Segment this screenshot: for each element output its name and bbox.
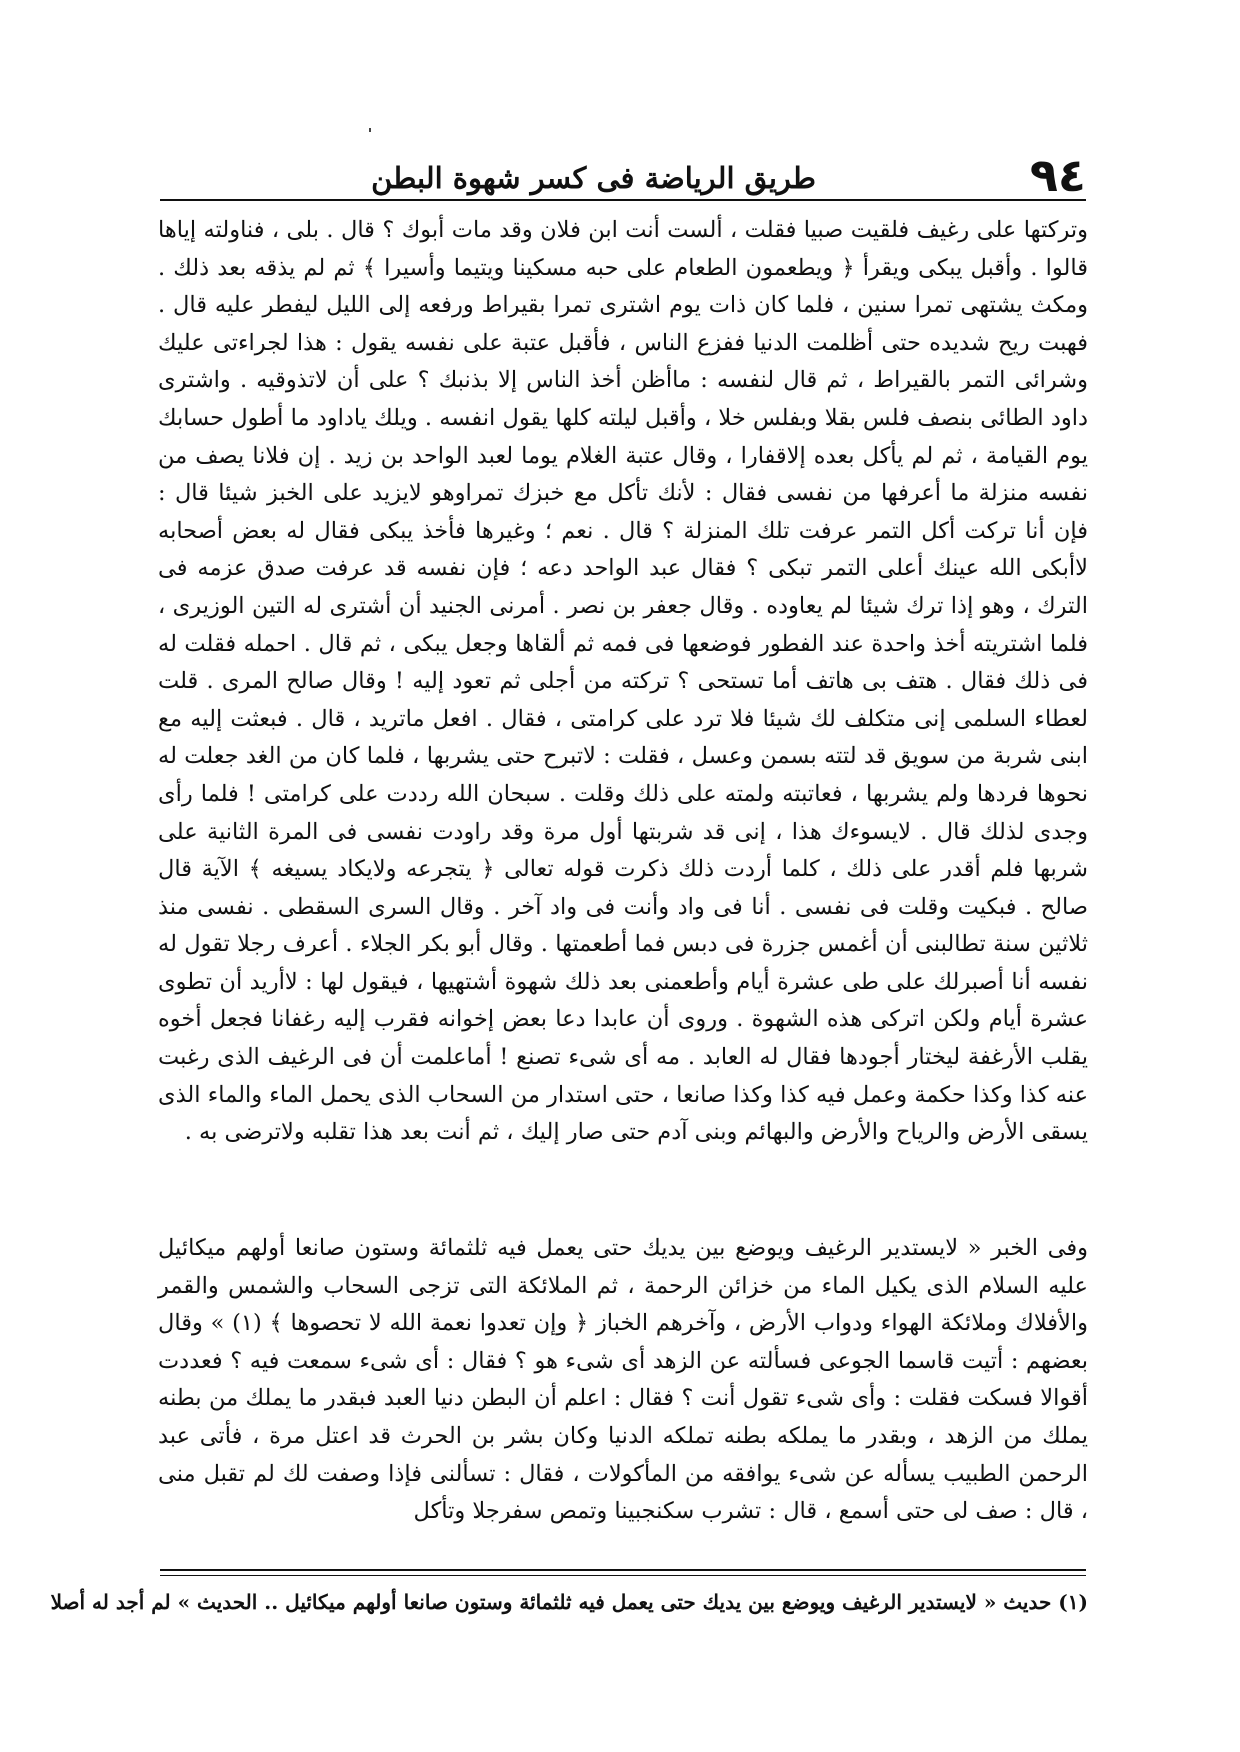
header-rule [160, 199, 1086, 201]
body-paragraph-2: وفى الخبر « لايستدير الرغيف ويوضع بين يديك حتى يعمل فيه ثلثمائة وستون صانعا أولهم ميكائيل عليه السلام الذى يكيل الماء من خزائن الرحمة ، ثم الملائكة التى تزجى السحاب والشمس والقمر والأفلاك وملائكة الهواء ودواب الأرض ، وآخرهم الخباز ﴿ وإن تعدوا نعمة الله لا تحصوها ﴾ (١) » وقال بعضهم : أتيت قاسما الجوعى فسألته عن الزهد أى شىء هو ؟ فقال : أى شىء سمعت فيه ؟ فعددت أقوالا فسكت فقلت : وأى شىء تقول أنت ؟ فقال : اعلم أن البطن دنيا العبد فبقدر ما يملك من بطنه يملك من الزهد ، وبقدر ما يملكه بطنه تملكه الدنيا وكان بشر بن الحرث قد اعتل مرة ، فأتى عبد الرحمن الطبيب يسأله عن شىء يوافقه من المأكولات ، فقال : تسألنى فإذا وصفت لك لم تقبل منى ، قال : صف لى حتى أسمع ، قال : تشرب سكنجبينا وتمص سفرجلا وتأكل [158, 1235, 1088, 1525]
footnote: (١) حديث « لايستدير الرغيف ويوضع بين يديك حتى يعمل فيه ثلثمائة وستون صانعا أولهم ميكائيل .. الحديث » لم أجد له أصلا [50, 1590, 1088, 1614]
footnote-rule-bottom [160, 1575, 1086, 1576]
footnote-rule-top [160, 1569, 1086, 1571]
page-number: ٩٤ [1029, 148, 1086, 202]
body-paragraph-1: وتركتها على رغيف فلقيت صبيا فقلت ، ألست أنت ابن فلان وقد مات أبوك ؟ قال . بلى ، فناولته إياها قالوا . وأقبل يبكى ويقرأ ﴿ ويطعمون الطعام على حبه مسكينا ويتيما وأسيرا ﴾ ثم لم يذقه بعد ذلك . ومكث يشتهى تمرا سنين ، فلما كان ذات يوم اشترى تمرا بقيراط ورفعه إلى الليل ليفطر عليه قال . فهبت ريح شديده حتى أظلمت الدنيا ففزع الناس ، فأقبل عتبة على نفسه يقول : هذا لجراءتى عليك وشرائى التمر بالقيراط ، ثم قال لنفسه : ماأظن أخذ الناس إلا بذنبك ؟ على أن لاتذوقيه . واشترى داود الطائى بنصف فلس بقلا وبفلس خلا ، وأقبل ليلته كلها يقول انفسه . ويلك ياداود ما أطول حسابك يوم القيامة ، ثم لم يأكل بعده إلاقفارا ، وقال عتبة الغلام يوما لعبد الواحد بن زيد . إن فلانا يصف من نفسه منزلة ما أعرفها من نفسى فقال : لأنك تأكل مع خبزك تمراوهو لايزيد على الخبز شيئا قال : فإن أنا تركت أكل التمر عرفت تلك المنزلة ؟ قال . نعم ؛ وغيرها فأخذ يبكى فقال له بعض أصحابه لاأبكى الله عينك أعلى التمر تبكى ؟ فقال عبد الواحد دعه ؛ فإن نفسه قد عرفت صدق عزمه فى الترك ، وهو إذا ترك شيئا لم يعاوده . وقال جعفر بن نصر . أمرنى الجنيد أن أشترى له التين الوزيرى ، فلما اشتريته أخذ واحدة عند الفطور فوضعها فى فمه ثم ألقاها وجعل يبكى ، ثم قال . احمله فقلت له فى ذلك فقال . هتف بى هاتف أما تستحى ؟ تركته من أجلى ثم تعود إليه ! وقال صالح المرى . قلت لعطاء السلمى إنى متكلف لك شيئا فلا ترد على كرامتى ، فقال . افعل ماتريد ، قال . فبعثت إليه مع ابنى شربة من سويق قد لتته بسمن وعسل ، فقلت : لاتبرح حتى يشربها ، فلما كان من الغد جعلت له نحوها فردها ولم يشربها ، فعاتبته ولمته على ذلك وقلت . سبحان الله رددت على كرامتى ! فلما رأى وجدى لذلك قال . لايسوءك هذا ، إنى قد شربتها أول مرة وقد راودت نفسى فى المرة الثانية على شربها فلم أقدر على ذلك ، كلما أردت ذلك ذكرت قوله تعالى ﴿ يتجرعه ولايكاد يسيغه ﴾ الآية قال صالح . فبكيت وقلت فى نفسى . أنا فى واد وأنت فى واد آخر . وقال السرى السقطى . نفسى منذ ثلاثين سنة تطالبنى أن أغمس جزرة فى دبس فما أطعمتها . وقال أبو بكر الجلاء . أعرف رجلا تقول له نفسه أنا أصبرلك على طى عشرة أيام وأطعمنى بعد ذلك شهوة أشتهيها ، فيقول لها : لاأريد أن تطوى عشرة أيام ولكن اتركى هذه الشهوة . وروى أن عابدا دعا بعض إخوانه فقرب إليه رغفانا فجعل أخوه يقلب الأرغفة ليختار أجودها فقال له العابد . مه أى شىء تصنع ! أماعلمت أن فى الرغيف الذى رغبت عنه كذا وكذا حكمة وعمل فيه كذا وكذا صانعا ، حتى استدار من السحاب الذى يحمل الماء والماء الذى يسقى الأرض والرياح والأرض والبهائم وبنى آدم حتى صار إليك ، ثم أنت بعد هذا تقلبه ولاترضى به . [158, 217, 1088, 1146]
print-speck [369, 128, 371, 132]
running-title: طريق الرياضة فى كسر شهوة البطن [371, 161, 816, 195]
